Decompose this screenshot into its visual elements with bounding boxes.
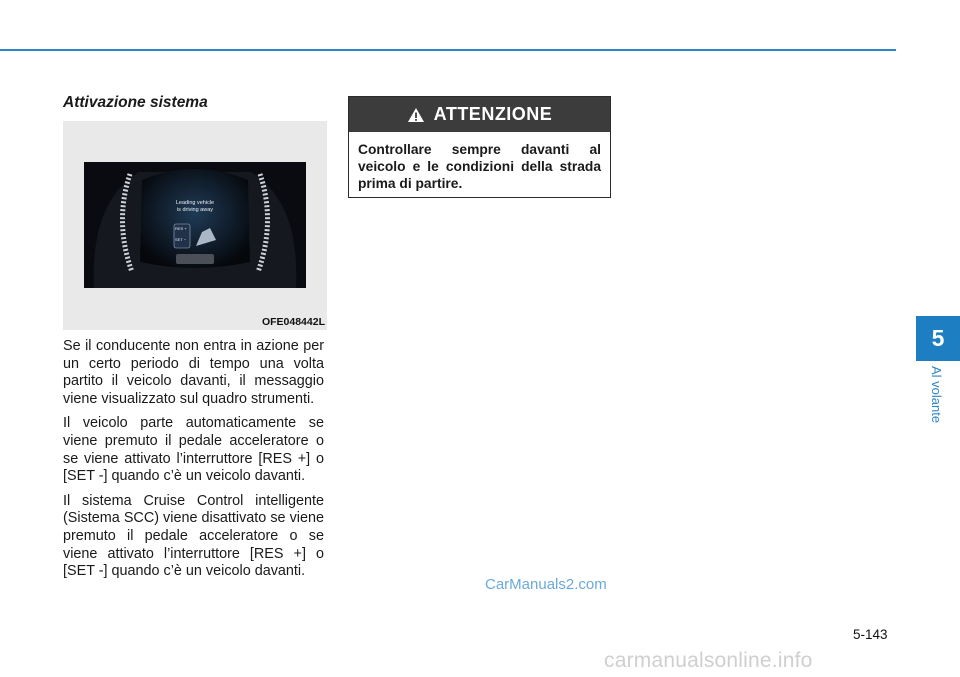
paragraph: Se il conducente non entra in azione per un certo periodo di tempo una volta partito il veicolo davanti, il messaggio viene visualizzato sul quadro strumenti. (63, 338, 324, 407)
body-text (63, 338, 324, 588)
display-message-line1: Leading vehicle (175, 200, 215, 206)
chapter-tab: 5 (916, 316, 960, 361)
page-number: 5-143 (853, 627, 888, 642)
res-label: RES + (175, 226, 187, 231)
set-label: SET − (175, 237, 187, 242)
warning-title: ATTENZIONE (433, 104, 553, 124)
header-rule (0, 49, 896, 51)
figure-code: OFE048442L (261, 316, 325, 328)
chapter-label: Al volante (929, 366, 944, 424)
paragraph: Il sistema Cruise Control intelligente (Sistema SCC) viene disattivato se viene premuto il pedale acceleratore o se viene attivato l’interruttore [RES +] o [SET -] quando c’è un veicolo davanti. (63, 492, 324, 580)
warning-text: Controllare sempre davanti al veicolo e le condizioni della strada prima di partire. (358, 142, 601, 191)
paragraph: Il veicolo parte automaticamente se viene premuto il pedale acceleratore o se viene attivato l’interruttore [RES +] o [SET -] quando c’è un veicolo davanti. (63, 415, 324, 485)
footer-watermark: carmanualsonline.info (604, 649, 813, 672)
instrument-cluster-illustration (84, 162, 306, 288)
warning-box (348, 96, 611, 198)
cluster-figure (63, 121, 327, 330)
section-title: Attivazione sistema (63, 94, 208, 111)
display-message-line2: is driving away (176, 207, 214, 213)
warning-header (349, 97, 610, 132)
watermark: CarManuals2.com (485, 576, 607, 593)
warning-triangle-icon (407, 107, 425, 123)
